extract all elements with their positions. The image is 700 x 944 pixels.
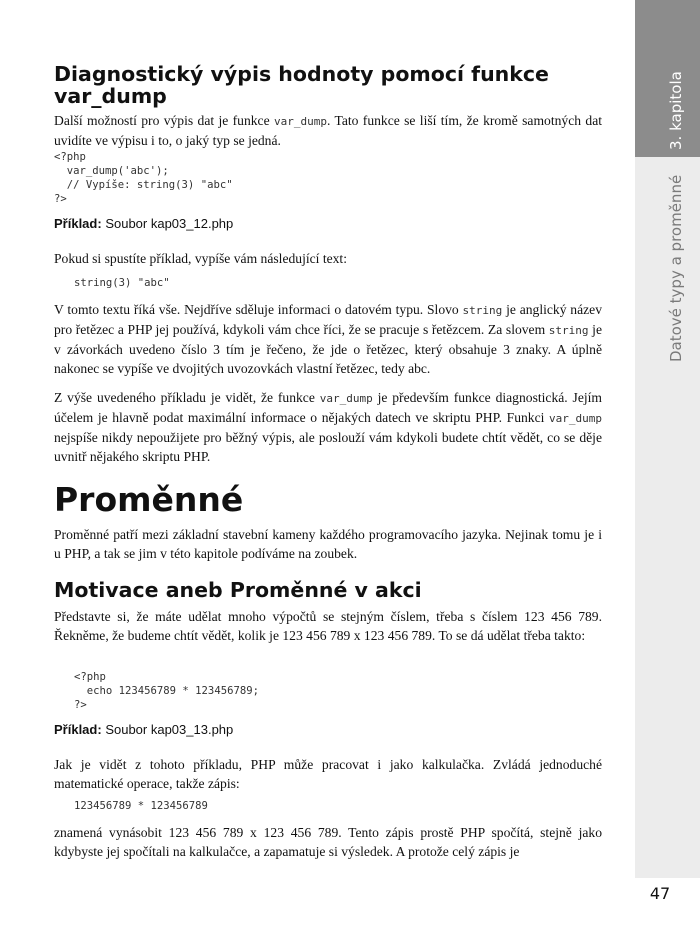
example-label: Příklad: xyxy=(54,216,102,231)
heading-line-2: var_dump xyxy=(54,84,167,108)
example-reference-12 xyxy=(54,216,233,232)
inline-code: string xyxy=(462,304,503,317)
paragraph-var-dump-intro: Další možností pro výpis dat je funkce var_dump. Tato funkce se liší tím, že kromě samotných dat uvidíte ve výpisu i to, o jaký typ se jedná. xyxy=(54,113,602,148)
inline-code: var_dump xyxy=(319,392,373,405)
paragraph-run-example: Pokud si spustíte příklad, vypíše vám následující text: xyxy=(54,251,347,266)
section-heading-var-dump xyxy=(54,63,602,107)
paragraph-multiply: znamená vynásobit 123 456 789 x 123 456 789. Tento zápis prostě PHP spočítá, stejně jako kdybyste jej spočítali na kalkulačce, a zapamatuje si výsledek. A protože celý zápis je xyxy=(54,825,602,859)
code-line: <?php xyxy=(54,151,86,163)
example-label: Příklad: xyxy=(54,722,102,737)
chapter-heading-promenne: Proměnné xyxy=(54,480,244,519)
paragraph-motivace: Představte si, že máte udělat mnoho výpočtů se stejným číslem, třeba s číslem 123 456 789. Řekněme, že budeme chtít vědět, kolik je 123 456 789 x 123 456 789. To se dá udělat třeba takto: xyxy=(54,609,602,643)
paragraph-output-explained: V tomto textu říká vše. Nejdříve sděluje informaci o datovém typu. Slovo string je anglický název pro řetězec a PHP jej používá, kdykoli vám chce říci, že se pracuje s řetězcem. Za slovem string je v závorkách uvedeno číslo 3 tím je řečeno, že jde o řetězec, který obsahuje 3 znaky. A úplně nakonec se vypíše ve dvojitých uvozovkách vlastní řetězec, tedy abc. xyxy=(54,302,602,376)
inline-code: string xyxy=(548,324,589,337)
paragraph-calculator: Jak je vidět z tohoto příkladu, PHP může pracovat i jako kalkulačka. Zvládá jednoduché matematické operace, takže zápis: xyxy=(54,757,602,791)
code-block-var-dump xyxy=(54,150,233,206)
inline-code: var_dump xyxy=(273,115,327,128)
inline-code: var_dump xyxy=(549,412,602,425)
paragraph-promenne-intro: Proměnné patří mezi základní stavební kameny každého programovacího jazyka. Nejinak tomu je i u PHP, a tak se jim v této kapitole podíváme na zoubek. xyxy=(54,527,602,561)
code-line: // Vypíše: string(3) "abc" xyxy=(54,179,233,191)
code-block-echo xyxy=(74,670,259,712)
code-line: <?php xyxy=(74,671,106,683)
example-file: Soubor kap03_13.php xyxy=(105,722,234,737)
section-heading-motivace: Motivace aneb Proměnné v akci xyxy=(54,578,422,602)
code-expression: 123456789 * 123456789 xyxy=(74,800,208,812)
example-reference-13 xyxy=(54,722,233,738)
code-line: var_dump('abc'); xyxy=(54,165,169,177)
code-output-string: string(3) "abc" xyxy=(74,277,170,289)
chapter-tab xyxy=(635,0,700,157)
paragraph-var-dump-diagnostic: Z výše uvedeného příkladu je vidět, že funkce var_dump je především funkce diagnostická. Jejím účelem je hlavně podat maximální informace o nějakých datech ve skriptu PHP. Funkci var_dump nejspíše nikdy nepoužijete pro běžný výpis, ale poslouží vám kdykoli budete chtít vědět, co se děje uvnitř nějakého skriptu PHP. xyxy=(54,390,602,464)
code-line: ?> xyxy=(74,699,87,711)
section-label: Datové typy a proměnné xyxy=(667,174,685,362)
example-file: Soubor kap03_12.php xyxy=(105,216,234,231)
page-number: 47 xyxy=(649,884,671,903)
code-line: echo 123456789 * 123456789; xyxy=(74,685,259,697)
chapter-label: 3. kapitola xyxy=(667,71,685,150)
chapter-sidebar xyxy=(635,0,700,944)
code-line: ?> xyxy=(54,193,67,205)
heading-line-1: Diagnostický výpis hodnoty pomocí funkce xyxy=(54,62,549,86)
